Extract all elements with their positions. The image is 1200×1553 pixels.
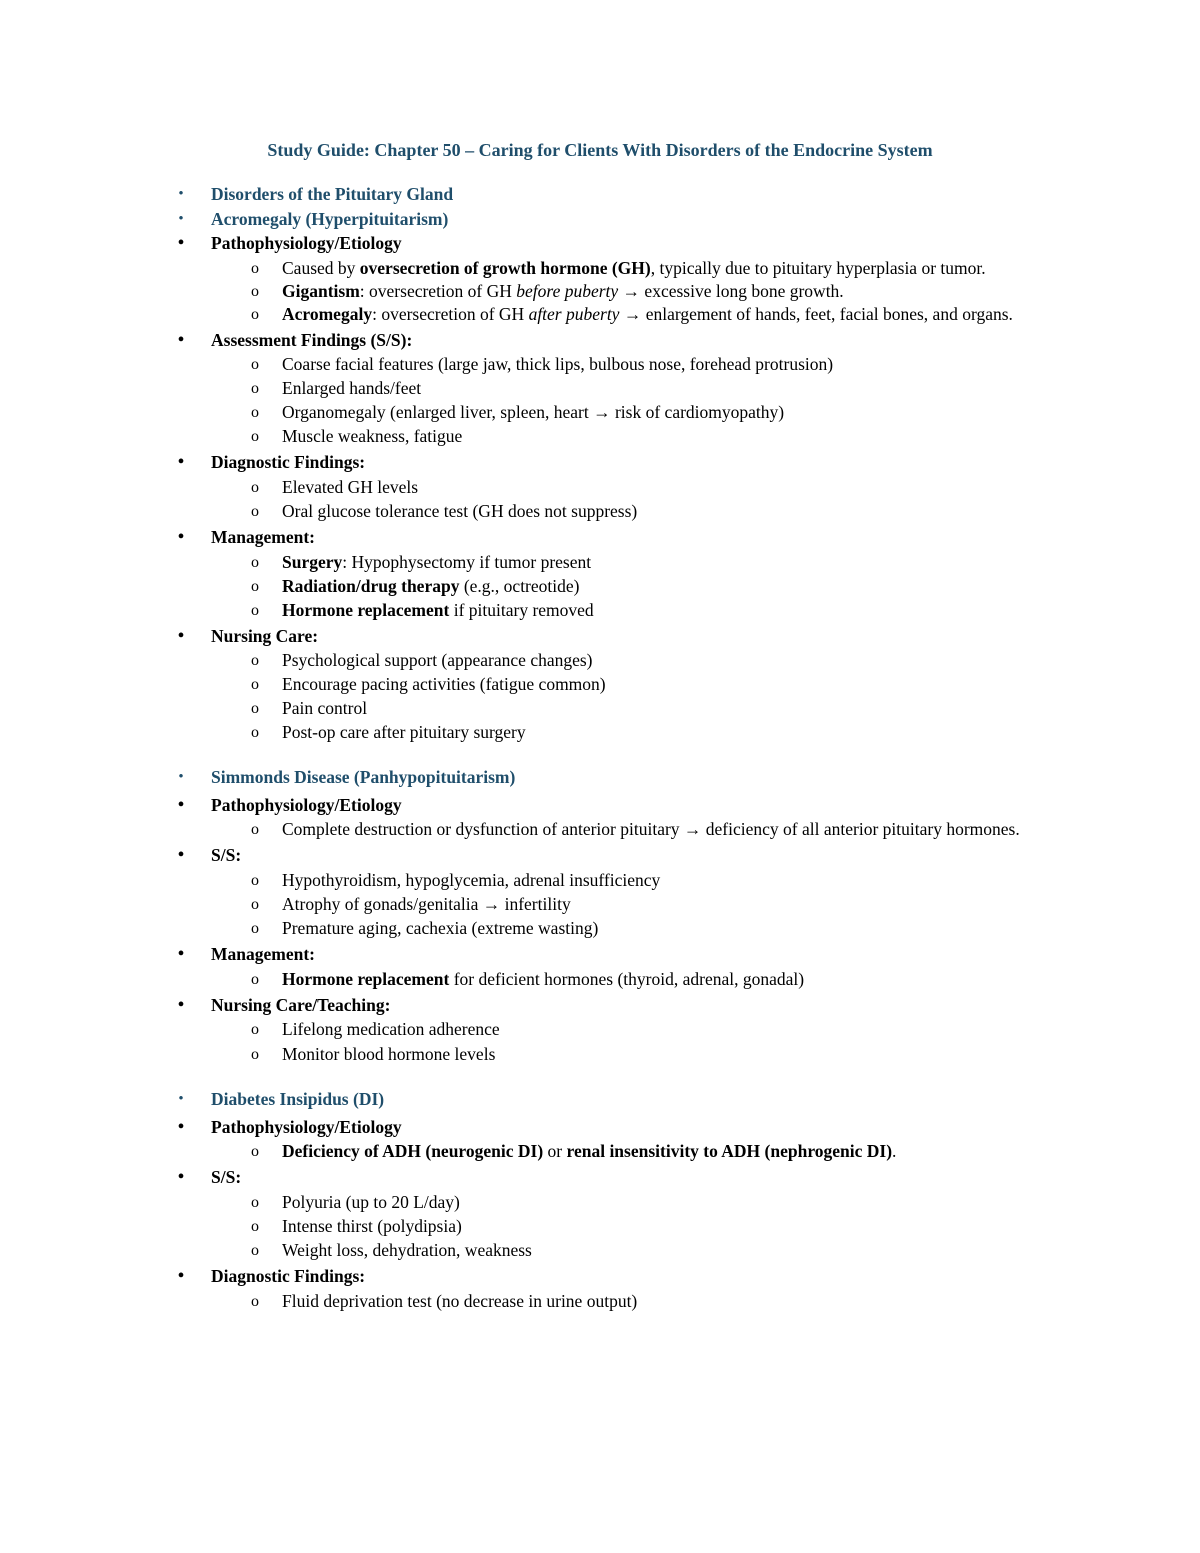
bullet-icon: • (177, 525, 185, 548)
hollow-bullet-icon: o (251, 724, 259, 742)
list-item-patho: • Pathophysiology/Etiology (0, 232, 1200, 257)
sub-item: o Pain control (0, 697, 1200, 720)
section-heading-simmonds: • Simmonds Disease (Panhypopituitarism) (0, 766, 1200, 791)
sub-item: o Atrophy of gonads/genitalia → infertility (0, 893, 1200, 916)
sub-item: o Monitor blood hormone levels (0, 1043, 1200, 1066)
bullet-icon: • (177, 232, 185, 255)
section-heading-acromegaly: • Acromegaly (Hyperpituitarism) (0, 208, 1200, 233)
list-item-diagnostic: • Diagnostic Findings: (0, 451, 1200, 476)
list-item-assessment: • Assessment Findings (S/S): (0, 329, 1200, 354)
hollow-bullet-icon: o (251, 1143, 259, 1161)
bullet-icon: • (177, 993, 185, 1016)
document-body (0, 183, 1200, 1313)
hollow-bullet-icon: o (251, 919, 259, 937)
list-item-nursing: • Nursing Care: (0, 625, 1200, 650)
sub-item: o Organomegaly (enlarged liver, spleen, heart → risk of cardiomyopathy) (0, 401, 1200, 424)
sub-item: o Coarse facial features (large jaw, thick lips, bulbous nose, forehead protrusion) (0, 353, 1200, 376)
bullet-icon: • (177, 1264, 185, 1287)
sub-item: o Complete destruction or dysfunction of anterior pituitary → deficiency of all anterior pituitary hormones. (0, 818, 1200, 841)
bullet-icon: • (178, 186, 184, 202)
hollow-bullet-icon: o (251, 652, 259, 670)
list-item-management: • Management: (0, 943, 1200, 968)
list-item-nursing: • Nursing Care/Teaching: (0, 994, 1200, 1019)
sub-item: o Deficiency of ADH (neurogenic DI) or renal insensitivity to ADH (nephrogenic DI). (0, 1140, 1200, 1163)
list-item-patho: • Pathophysiology/Etiology (0, 1116, 1200, 1141)
list-item-patho: • Pathophysiology/Etiology (0, 794, 1200, 819)
sub-item: o Enlarged hands/feet (0, 377, 1200, 400)
sub-item: o Elevated GH levels (0, 476, 1200, 499)
hollow-bullet-icon: o (251, 1241, 259, 1259)
sub-item: o Acromegaly: oversecretion of GH after puberty → enlargement of hands, feet, facial bones, and organs. (0, 303, 1200, 326)
page-title: Study Guide: Chapter 50 – Caring for Clients With Disorders of the Endocrine System (267, 140, 933, 160)
sub-item: o Premature aging, cachexia (extreme wasting) (0, 917, 1200, 940)
sub-item: o Hypothyroidism, hypoglycemia, adrenal insufficiency (0, 869, 1200, 892)
hollow-bullet-icon: o (251, 282, 259, 300)
list-item-ss: • S/S: (0, 844, 1200, 869)
hollow-bullet-icon: o (251, 970, 259, 988)
hollow-bullet-icon: o (251, 428, 259, 446)
sub-item: o Weight loss, dehydration, weakness (0, 1239, 1200, 1262)
hollow-bullet-icon: o (251, 1021, 259, 1039)
sub-item: o Psychological support (appearance changes) (0, 649, 1200, 672)
hollow-bullet-icon: o (251, 553, 259, 571)
sub-item: o Polyuria (up to 20 L/day) (0, 1191, 1200, 1214)
hollow-bullet-icon: o (251, 356, 259, 374)
hollow-bullet-icon: o (251, 478, 259, 496)
sub-item: o Oral glucose tolerance test (GH does not suppress) (0, 500, 1200, 523)
bullet-icon: • (177, 1166, 185, 1189)
sub-item: o Hormone replacement for deficient hormones (thyroid, adrenal, gonadal) (0, 968, 1200, 991)
sub-item: o Lifelong medication adherence (0, 1018, 1200, 1041)
hollow-bullet-icon: o (251, 895, 259, 913)
bullet-icon: • (178, 210, 184, 227)
list-item-diagnostic: • Diagnostic Findings: (0, 1265, 1200, 1290)
bullet-icon: • (178, 769, 184, 786)
hollow-bullet-icon: o (251, 1292, 259, 1310)
bullet-icon: • (177, 844, 185, 867)
hollow-bullet-icon: o (251, 676, 259, 694)
hollow-bullet-icon: o (251, 1193, 259, 1211)
sub-item: o Muscle weakness, fatigue (0, 425, 1200, 448)
sub-item: o Surgery: Hypophysectomy if tumor present (0, 551, 1200, 574)
bullet-icon: • (177, 624, 185, 647)
sub-item: o Gigantism: oversecretion of GH before puberty → excessive long bone growth. (0, 280, 1200, 303)
sub-item: o Hormone replacement if pituitary removed (0, 599, 1200, 622)
hollow-bullet-icon: o (251, 1046, 259, 1064)
section-heading-pituitary: • Disorders of the Pituitary Gland (0, 183, 1200, 208)
bullet-icon: • (177, 793, 185, 816)
section-heading-di: • Diabetes Insipidus (DI) (0, 1088, 1200, 1113)
hollow-bullet-icon: o (251, 259, 259, 277)
list-item-ss: • S/S: (0, 1166, 1200, 1191)
hollow-bullet-icon: o (251, 502, 259, 520)
hollow-bullet-icon: o (251, 404, 259, 422)
bullet-icon: • (177, 328, 185, 351)
list-item-management: • Management: (0, 526, 1200, 551)
hollow-bullet-icon: o (251, 601, 259, 619)
sub-item: o Fluid deprivation test (no decrease in urine output) (0, 1290, 1200, 1313)
hollow-bullet-icon: o (251, 821, 259, 839)
hollow-bullet-icon: o (251, 305, 259, 323)
sub-item: o Intense thirst (polydipsia) (0, 1215, 1200, 1238)
bullet-icon: • (177, 942, 185, 965)
hollow-bullet-icon: o (251, 871, 259, 889)
sub-item: o Post-op care after pituitary surgery (0, 721, 1200, 744)
hollow-bullet-icon: o (251, 380, 259, 398)
hollow-bullet-icon: o (251, 700, 259, 718)
sub-item: o Caused by oversecretion of growth hormone (GH), typically due to pituitary hyperplasia or tumor. (0, 257, 1200, 280)
sub-item: o Radiation/drug therapy (e.g., octreotide) (0, 575, 1200, 598)
bullet-icon: • (178, 1091, 184, 1108)
hollow-bullet-icon: o (251, 1217, 259, 1235)
bullet-icon: • (177, 451, 185, 474)
hollow-bullet-icon: o (251, 577, 259, 595)
sub-item: o Encourage pacing activities (fatigue common) (0, 673, 1200, 696)
bullet-icon: • (177, 1115, 185, 1138)
